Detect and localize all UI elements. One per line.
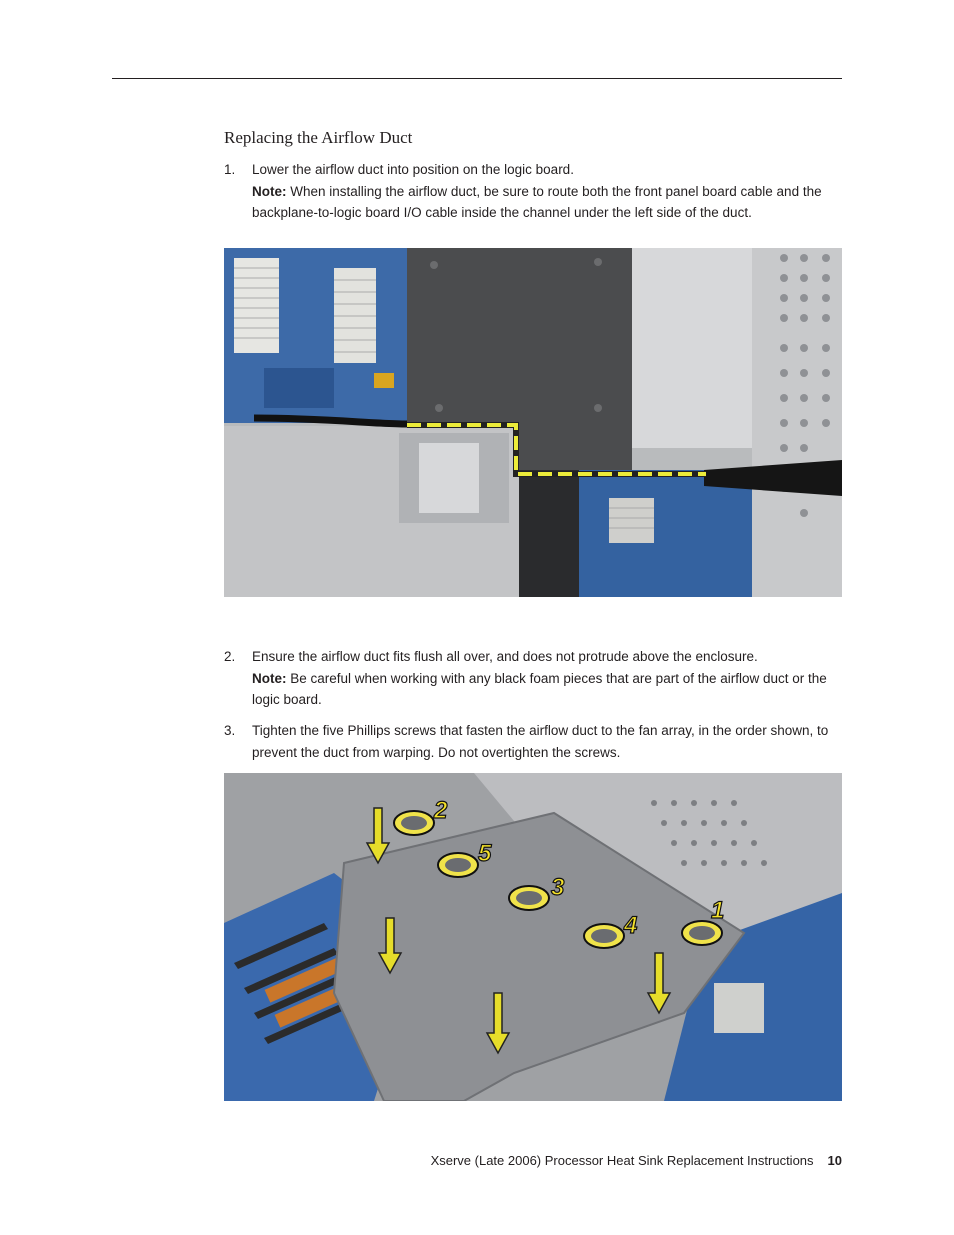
step-number: 1. — [224, 162, 236, 177]
airflow-duct-cable-routing-photo — [224, 248, 842, 597]
note-text: Be careful when working with any black foam pieces that are part of the airflow duct or the logic board. — [252, 670, 827, 707]
screw-label-1: 1 — [711, 897, 725, 924]
step-2 — [224, 646, 844, 711]
step-number: 2. — [224, 649, 236, 664]
screw-tightening-order-photo — [224, 773, 842, 1101]
screw-label-2: 2 — [434, 797, 448, 824]
step-text: Lower the airflow duct into position on the logic board. — [252, 162, 574, 177]
step-text: Tighten the five Phillips screws that fasten the airflow duct to the fan array, in the order shown, to prevent the duct from warping. Do not overtighten the screws. — [252, 723, 829, 760]
step-1 — [224, 159, 844, 224]
page-number: 10 — [827, 1153, 842, 1168]
screw-label-3: 3 — [551, 874, 565, 901]
screw-label-4: 4 — [624, 912, 638, 939]
note-label: Note: — [252, 183, 287, 199]
section-title: Replacing the Airflow Duct — [224, 128, 413, 147]
step-text: Ensure the airflow duct fits flush all over, and does not protrude above the enclosure. — [252, 649, 758, 664]
footer-title: Xserve (Late 2006) Processor Heat Sink Replacement Instructions — [430, 1153, 814, 1168]
step-note — [252, 668, 844, 711]
note-label: Note: — [252, 670, 287, 686]
step-3 — [224, 720, 844, 763]
step-number: 3. — [224, 723, 236, 738]
screw-label-5: 5 — [478, 840, 492, 867]
page-footer — [431, 1153, 842, 1168]
step-note — [252, 181, 844, 224]
header-rule — [112, 78, 842, 79]
note-text: When installing the airflow duct, be sure to route both the front panel board cable and the backplane-to-logic board I/O cable inside the channel under the left side of the duct. — [252, 183, 822, 220]
